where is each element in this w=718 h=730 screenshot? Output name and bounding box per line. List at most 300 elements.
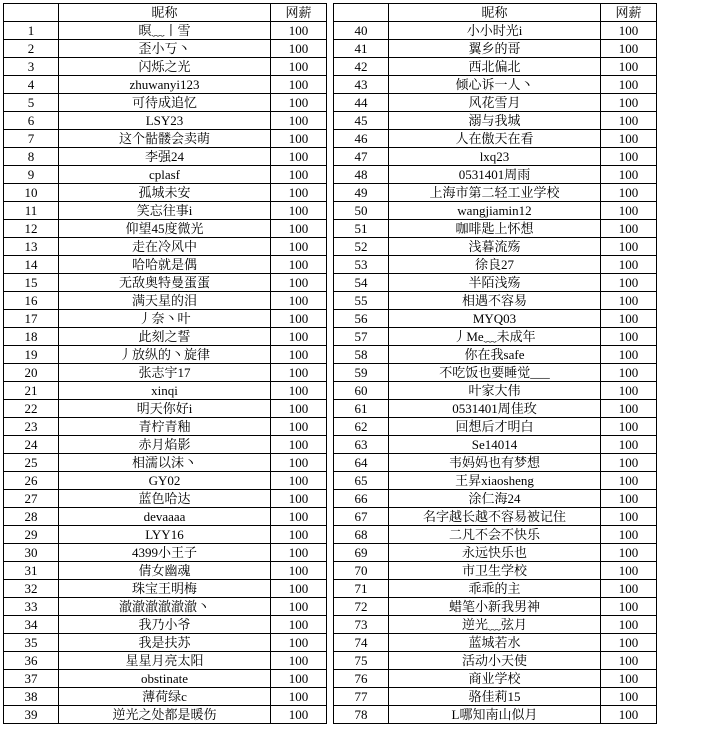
row-index-cell: 17 [4,310,59,328]
row-index-cell: 31 [4,562,59,580]
row-index-cell: 73 [334,616,389,634]
row-index-cell: 64 [334,454,389,472]
nickname-cell: 翼乡的哥 [389,40,601,58]
nickname-cell: 我是扶苏 [59,634,271,652]
pay-cell: 100 [601,490,657,508]
row-index-cell: 56 [334,310,389,328]
nickname-cell: 歪小丂丶 [59,40,271,58]
nickname-cell: 丿放纵的丶旋律 [59,346,271,364]
nickname-cell: 我乃小爷 [59,616,271,634]
pay-cell: 100 [271,544,327,562]
row-index-cell: 55 [334,292,389,310]
nickname-cell: 可待成追忆 [59,94,271,112]
table-row [4,148,327,166]
table-header-row [4,4,327,22]
pay-cell: 100 [271,418,327,436]
table-right [333,3,657,724]
row-index-cell: 44 [334,94,389,112]
table-row [334,490,657,508]
row-index-cell: 76 [334,670,389,688]
table-row [334,112,657,130]
pay-cell: 100 [601,292,657,310]
table-row [4,58,327,76]
pay-cell: 100 [271,382,327,400]
nickname-cell: MYQ03 [389,310,601,328]
row-index-cell: 15 [4,274,59,292]
pay-cell: 100 [271,670,327,688]
table-row [334,652,657,670]
pay-cell: 100 [601,436,657,454]
table-row [4,472,327,490]
pay-cell: 100 [271,436,327,454]
table-row [334,598,657,616]
row-index-cell: 33 [4,598,59,616]
nickname-cell: 上海市第二轻工业学校 [389,184,601,202]
table-row [334,202,657,220]
pay-cell: 100 [601,148,657,166]
nickname-cell: 人在傲天在看 [389,130,601,148]
table-row [334,58,657,76]
nickname-cell: 王昇xiaosheng [389,472,601,490]
table-header-row [334,4,657,22]
nickname-cell: 咖啡匙上怀想 [389,220,601,238]
pay-cell: 100 [601,220,657,238]
pay-cell: 100 [271,328,327,346]
row-index-cell: 42 [334,58,389,76]
table-row [4,562,327,580]
table-row [4,22,327,40]
table-row [334,256,657,274]
row-index-cell: 24 [4,436,59,454]
table-row [334,688,657,706]
nickname-cell: devaaaa [59,508,271,526]
nickname-cell: LSY23 [59,112,271,130]
pay-cell: 100 [601,274,657,292]
row-index-cell: 26 [4,472,59,490]
pay-cell: 100 [601,94,657,112]
table-row [4,346,327,364]
row-index-cell: 21 [4,382,59,400]
table-row [4,76,327,94]
pay-cell: 100 [271,598,327,616]
pay-cell: 100 [601,580,657,598]
nickname-cell: 满天星的泪 [59,292,271,310]
nickname-cell: lxq23 [389,148,601,166]
row-index-cell: 34 [4,616,59,634]
row-index-cell: 41 [334,40,389,58]
nickname-cell: 乖乖的主 [389,580,601,598]
pay-cell: 100 [601,382,657,400]
table-row [4,634,327,652]
pay-cell: 100 [601,166,657,184]
nickname-cell: 孤城未安 [59,184,271,202]
table-row [334,184,657,202]
pay-cell: 100 [601,400,657,418]
table-row [4,436,327,454]
pay-cell: 100 [601,202,657,220]
table-row [4,184,327,202]
table-row [334,544,657,562]
table-row [4,544,327,562]
row-index-cell: 3 [4,58,59,76]
table-row [4,706,327,724]
column-header-nickname: 昵称 [389,4,601,22]
row-index-cell: 30 [4,544,59,562]
pay-cell: 100 [271,40,327,58]
table-row [4,328,327,346]
row-index-cell: 71 [334,580,389,598]
nickname-cell: 仰望45度微光 [59,220,271,238]
pay-cell: 100 [271,472,327,490]
table-row [4,688,327,706]
table-row [334,40,657,58]
row-index-cell: 20 [4,364,59,382]
table-row [334,292,657,310]
row-index-cell: 14 [4,256,59,274]
pay-cell: 100 [601,598,657,616]
pay-cell: 100 [271,256,327,274]
pay-cell: 100 [271,76,327,94]
row-index-cell: 28 [4,508,59,526]
pay-cell: 100 [271,184,327,202]
table-row [334,130,657,148]
row-index-cell: 68 [334,526,389,544]
spreadsheet-container [3,3,717,724]
pay-cell: 100 [601,454,657,472]
row-index-cell: 37 [4,670,59,688]
pay-cell: 100 [601,616,657,634]
pay-cell: 100 [601,256,657,274]
pay-cell: 100 [271,112,327,130]
column-header-pay: 网薪 [601,4,657,22]
column-header-pay: 网薪 [271,4,327,22]
nickname-cell: 星星月亮太阳 [59,652,271,670]
table-row [334,382,657,400]
table-row [4,652,327,670]
table-row [4,274,327,292]
nickname-cell: 珠宝王明梅 [59,580,271,598]
row-index-cell: 50 [334,202,389,220]
nickname-cell: xinqi [59,382,271,400]
table-row [334,562,657,580]
nickname-cell: 薄荷绿c [59,688,271,706]
nickname-cell: 回想后才明白 [389,418,601,436]
nickname-cell: 丿奈丶叶 [59,310,271,328]
row-index-cell: 40 [334,22,389,40]
nickname-cell: 蓝色哈达 [59,490,271,508]
table-row [334,364,657,382]
row-index-cell: 39 [4,706,59,724]
nickname-cell: obstinate [59,670,271,688]
column-header-index [4,4,59,22]
table-left [3,3,327,724]
row-index-cell: 67 [334,508,389,526]
row-index-cell: 18 [4,328,59,346]
nickname-cell: 叶家大伟 [389,382,601,400]
pay-cell: 100 [601,670,657,688]
nickname-cell: 活动小天使 [389,652,601,670]
nickname-cell: 哈哈就是偶 [59,256,271,274]
table-row [4,670,327,688]
nickname-cell: 溺与我城 [389,112,601,130]
table-row [334,472,657,490]
pay-cell: 100 [271,202,327,220]
table-row [4,130,327,148]
pay-cell: 100 [601,328,657,346]
pay-cell: 100 [271,688,327,706]
row-index-cell: 4 [4,76,59,94]
table-row [4,220,327,238]
nickname-cell: 商业学校 [389,670,601,688]
row-index-cell: 49 [334,184,389,202]
pay-cell: 100 [601,562,657,580]
row-index-cell: 61 [334,400,389,418]
table-row [4,418,327,436]
row-index-cell: 46 [334,130,389,148]
pay-cell: 100 [601,184,657,202]
table-row [334,418,657,436]
table-row [4,526,327,544]
row-index-cell: 36 [4,652,59,670]
table-row [334,346,657,364]
nickname-cell: 逆光之处都是暖伤 [59,706,271,724]
row-index-cell: 59 [334,364,389,382]
nickname-cell: 这个骷髅会卖萌 [59,130,271,148]
table-row [4,94,327,112]
table-row [4,256,327,274]
pay-cell: 100 [271,562,327,580]
table-row [334,706,657,724]
table-row [4,508,327,526]
row-index-cell: 2 [4,40,59,58]
pay-cell: 100 [271,94,327,112]
pay-cell: 100 [601,238,657,256]
nickname-cell: 0531401周雨 [389,166,601,184]
row-index-cell: 35 [4,634,59,652]
nickname-cell: 澈澈澈澈澈澈丶 [59,598,271,616]
nickname-cell: 不吃饭也要睡觉___ [389,364,601,382]
table-row [334,670,657,688]
nickname-cell: 逆光﹏弦月 [389,616,601,634]
row-index-cell: 58 [334,346,389,364]
nickname-cell: wangjiamin12 [389,202,601,220]
pay-cell: 100 [601,508,657,526]
pay-cell: 100 [601,22,657,40]
row-index-cell: 38 [4,688,59,706]
nickname-cell: zhuwanyi123 [59,76,271,94]
row-index-cell: 54 [334,274,389,292]
row-index-cell: 65 [334,472,389,490]
nickname-cell: 4399小王子 [59,544,271,562]
table-row [334,526,657,544]
row-index-cell: 12 [4,220,59,238]
row-index-cell: 22 [4,400,59,418]
nickname-cell: 张志宇17 [59,364,271,382]
row-index-cell: 7 [4,130,59,148]
table-row [4,40,327,58]
pay-cell: 100 [601,40,657,58]
pay-cell: 100 [601,346,657,364]
nickname-cell: 二凡不会不快乐 [389,526,601,544]
table-row [4,580,327,598]
nickname-cell: 走在冷风中 [59,238,271,256]
table-row [334,94,657,112]
column-header-index [334,4,389,22]
row-index-cell: 62 [334,418,389,436]
pay-cell: 100 [271,310,327,328]
nickname-cell: 明天你好i [59,400,271,418]
row-index-cell: 32 [4,580,59,598]
table-row [334,274,657,292]
nickname-cell: 闪烁之光 [59,58,271,76]
pay-cell: 100 [601,364,657,382]
row-index-cell: 45 [334,112,389,130]
row-index-cell: 51 [334,220,389,238]
nickname-cell: 相遇不容易 [389,292,601,310]
row-index-cell: 72 [334,598,389,616]
pay-cell: 100 [601,688,657,706]
row-index-cell: 63 [334,436,389,454]
nickname-cell: GY02 [59,472,271,490]
row-index-cell: 13 [4,238,59,256]
table-row [334,634,657,652]
pay-cell: 100 [271,22,327,40]
pay-cell: 100 [271,454,327,472]
table-row [4,166,327,184]
row-index-cell: 23 [4,418,59,436]
row-index-cell: 57 [334,328,389,346]
pay-cell: 100 [271,706,327,724]
pay-cell: 100 [271,526,327,544]
row-index-cell: 78 [334,706,389,724]
nickname-cell: 你在我safe [389,346,601,364]
nickname-cell: 市卫生学校 [389,562,601,580]
row-index-cell: 74 [334,634,389,652]
nickname-cell: LYY16 [59,526,271,544]
pay-cell: 100 [601,418,657,436]
pay-cell: 100 [601,652,657,670]
pay-cell: 100 [271,220,327,238]
nickname-cell: 西北偏北 [389,58,601,76]
row-index-cell: 48 [334,166,389,184]
table-row [334,166,657,184]
nickname-cell: 笑忘往事i [59,202,271,220]
table-row [334,454,657,472]
nickname-cell: 此刻之誓 [59,328,271,346]
row-index-cell: 16 [4,292,59,310]
table-row [4,310,327,328]
nickname-cell: 风花雪月 [389,94,601,112]
pay-cell: 100 [271,58,327,76]
pay-cell: 100 [271,400,327,418]
row-index-cell: 69 [334,544,389,562]
pay-cell: 100 [271,652,327,670]
pay-cell: 100 [601,526,657,544]
pay-cell: 100 [601,310,657,328]
row-index-cell: 11 [4,202,59,220]
nickname-cell: 徐良27 [389,256,601,274]
row-index-cell: 60 [334,382,389,400]
table-row [4,382,327,400]
nickname-cell: 蓝城若水 [389,634,601,652]
pay-cell: 100 [601,112,657,130]
table-row [4,454,327,472]
nickname-cell: 李强24 [59,148,271,166]
pay-cell: 100 [271,364,327,382]
row-index-cell: 8 [4,148,59,166]
table-row [334,310,657,328]
nickname-cell: 蜡笔小新我男神 [389,598,601,616]
nickname-cell: 名字越长越不容易被记住 [389,508,601,526]
row-index-cell: 6 [4,112,59,130]
pay-cell: 100 [271,346,327,364]
nickname-cell: 暝﹏丨雪 [59,22,271,40]
nickname-cell: cplasf [59,166,271,184]
row-index-cell: 27 [4,490,59,508]
pay-cell: 100 [601,76,657,94]
pay-cell: 100 [271,148,327,166]
pay-cell: 100 [601,544,657,562]
nickname-cell: 丿Me﹏未成年 [389,328,601,346]
nickname-cell: Se14014 [389,436,601,454]
pay-cell: 100 [271,508,327,526]
pay-cell: 100 [271,634,327,652]
row-index-cell: 52 [334,238,389,256]
pay-cell: 100 [271,166,327,184]
table-row [334,400,657,418]
nickname-cell: 小小时光i [389,22,601,40]
table-row [4,112,327,130]
table-row [334,22,657,40]
nickname-cell: 无敌奥特曼蛋蛋 [59,274,271,292]
row-index-cell: 43 [334,76,389,94]
nickname-cell: 倾心诉一人丶 [389,76,601,94]
table-row [4,400,327,418]
table-row [334,76,657,94]
row-index-cell: 29 [4,526,59,544]
nickname-cell: 浅暮流殇 [389,238,601,256]
row-index-cell: 25 [4,454,59,472]
row-index-cell: 66 [334,490,389,508]
pay-cell: 100 [601,58,657,76]
row-index-cell: 47 [334,148,389,166]
pay-cell: 100 [271,238,327,256]
row-index-cell: 10 [4,184,59,202]
table-row [334,238,657,256]
nickname-cell: L哪知南山似月 [389,706,601,724]
pay-cell: 100 [271,292,327,310]
table-row [4,364,327,382]
table-row [4,292,327,310]
table-row [334,220,657,238]
row-index-cell: 9 [4,166,59,184]
row-index-cell: 1 [4,22,59,40]
table-row [4,616,327,634]
pay-cell: 100 [601,634,657,652]
table-row [4,598,327,616]
column-header-nickname: 昵称 [59,4,271,22]
pay-cell: 100 [271,580,327,598]
nickname-cell: 涂仁海24 [389,490,601,508]
pay-cell: 100 [601,130,657,148]
pay-cell: 100 [601,472,657,490]
table-row [334,508,657,526]
row-index-cell: 19 [4,346,59,364]
nickname-cell: 倩女幽魂 [59,562,271,580]
nickname-cell: 半陌浅殇 [389,274,601,292]
nickname-cell: 骆佳莉15 [389,688,601,706]
pay-cell: 100 [271,616,327,634]
